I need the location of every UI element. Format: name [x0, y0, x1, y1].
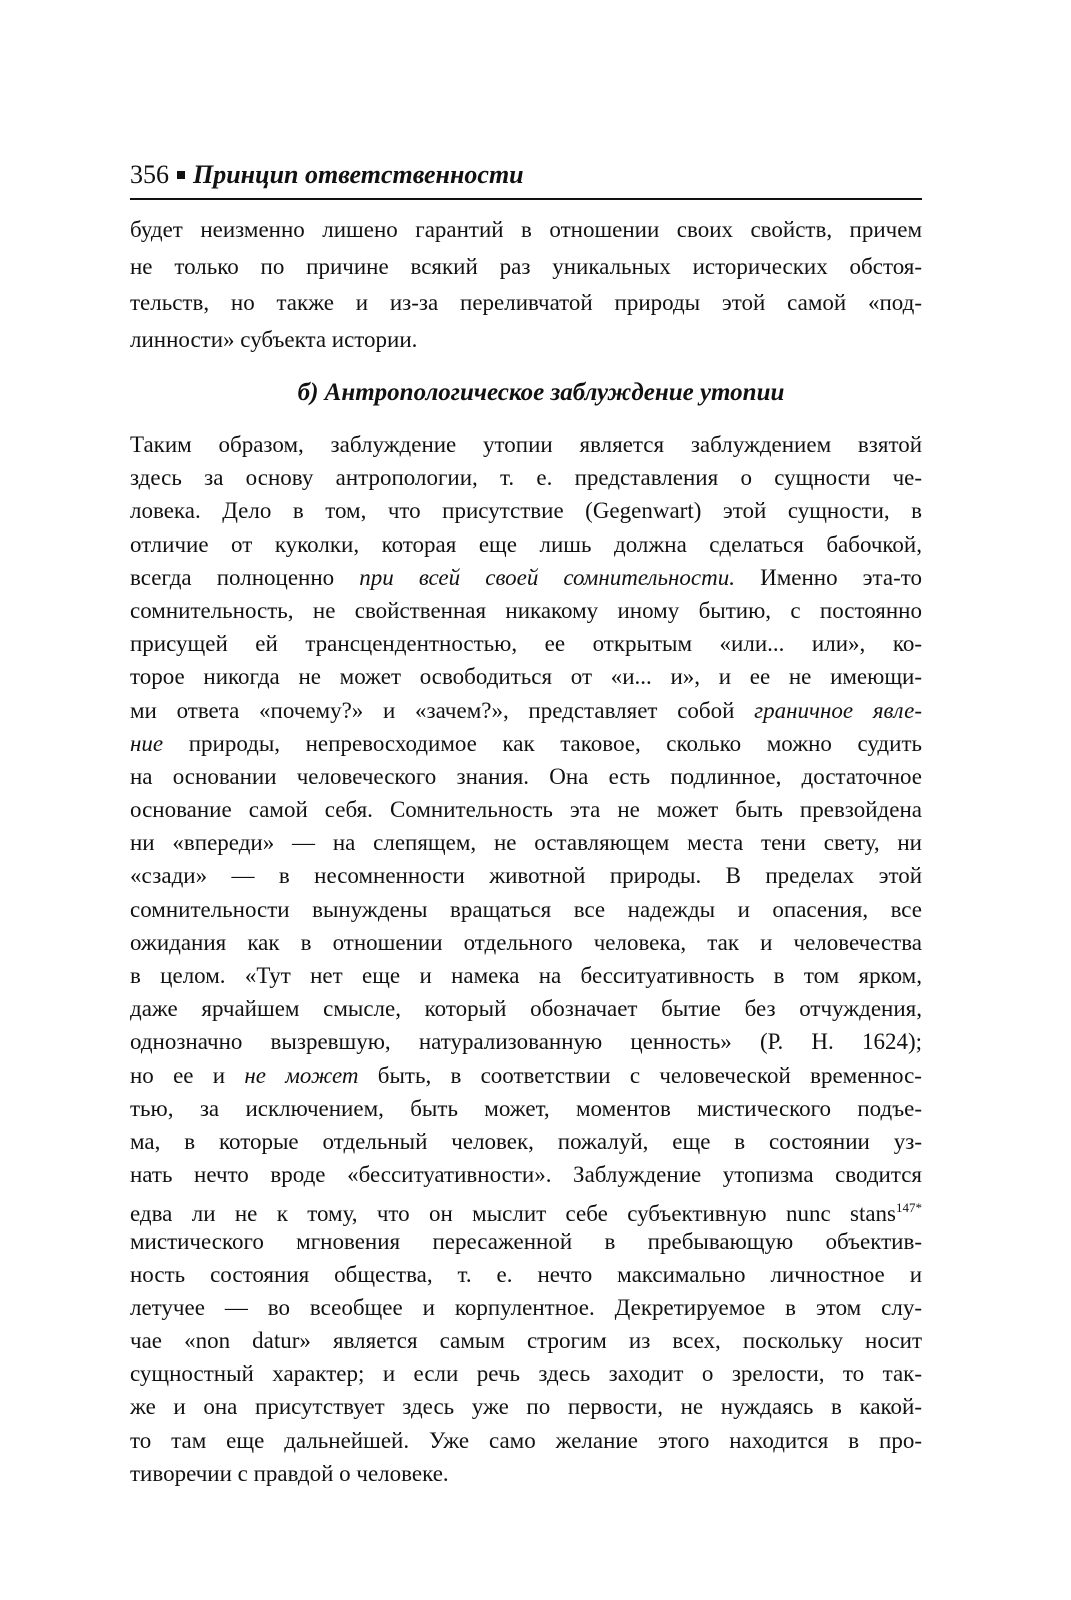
- text-line: торое никогда не может освободиться от «и... и», и ее не имеющи-: [130, 664, 922, 690]
- text-run: едва ли не к тому, что он мыслит себе субъективную nunc stans: [130, 1201, 896, 1227]
- running-title: Принцип ответственности: [193, 160, 524, 189]
- text-line: [130, 1059, 922, 1092]
- text-line: тельств, но также и из-за переливчатой природы этой самой «под-: [130, 290, 922, 315]
- text-run: ми ответа «почему?» и «зачем?», представляет собой: [130, 697, 755, 723]
- page-number: 356: [130, 160, 169, 189]
- text-line: ность состояния общества, т. е. нечто максимально личностное и: [130, 1261, 922, 1287]
- text-line: на основании человеческого знания. Она есть подлинное, достаточное: [130, 763, 922, 789]
- text-line: [130, 1191, 922, 1227]
- text-run: быть, в соответствии с человеческой временнос-: [358, 1062, 922, 1088]
- text-line: присущей ей трансцендентностью, ее открытым «или... или», ко-: [130, 631, 922, 657]
- text-line: [130, 694, 922, 727]
- text-line: тью, за исключением, быть может, моментов мистического подъе-: [130, 1095, 922, 1121]
- italic-run: граничное явле-: [754, 697, 922, 723]
- text-line: основание самой себя. Сомнительность эта не может быть превзойдена: [130, 797, 922, 823]
- text-line: летучее — во всеобщее и корпулентное. Декретируемое в этом слу-: [130, 1294, 922, 1320]
- text-line: [130, 727, 922, 760]
- text-line: линности» субъекта истории.: [130, 326, 418, 352]
- body-text: [130, 212, 922, 1490]
- text-line: сомнительность, не свойственная никакому иному бытию, с постоянно: [130, 597, 922, 623]
- text-line: сущностный характер; и если речь здесь заходит о зрелости, то так-: [130, 1361, 922, 1387]
- italic-run: не может: [244, 1062, 359, 1088]
- text-line: чае «non datur» является самым строгим из всех, поскольку носит: [130, 1328, 922, 1354]
- text-line: даже ярчайшем смысле, который обозначает бытие без отчуждения,: [130, 996, 922, 1022]
- header-rule: [130, 198, 922, 200]
- text-line: однозначно вызревшую, натурализованную ценность» (Р. Н. 1624);: [130, 1029, 922, 1055]
- text-line: же и она присутствует здесь уже по первости, не нуждаясь в какой-: [130, 1394, 922, 1420]
- text-run: природы, непревосходимое как таковое, сколько можно судить: [163, 730, 922, 756]
- text-run: всегда полноценно: [130, 564, 360, 590]
- text-line: в целом. «Тут нет еще и намека на бесситуативность в том ярком,: [130, 963, 922, 988]
- text-line: нать нечто вроде «бесситуативности». Заблуждение утопизма сводится: [130, 1162, 922, 1188]
- text-line: мистического мгновения пересаженной в пребывающую объектив-: [130, 1228, 922, 1254]
- text-line: ожидания как в отношении отдельного человека, так и человечества: [130, 929, 922, 955]
- text-line: отличие от куколки, которая еще лишь должна сделаться бабочкой,: [130, 531, 922, 557]
- text-run: Именно эта-то: [735, 564, 922, 590]
- paragraph: [130, 428, 922, 1490]
- text-line: ловека. Дело в том, что присутствие (Gegenwart) этой сущности, в: [130, 498, 922, 524]
- text-line: сомнительности вынуждены вращаться все надежды и опасения, все: [130, 896, 922, 922]
- text-line: ни «впереди» — на слепящем, не оставляющем места тени свету, ни: [130, 830, 922, 856]
- text-line: то там еще дальнейшей. Уже само желание этого находится в про-: [130, 1427, 922, 1453]
- section-heading: б) Антропологическое заблуждение утопии: [297, 379, 785, 406]
- text-line: тиворечии с правдой о человеке.: [130, 1460, 449, 1486]
- text-line: «сзади» — в несомненности животной природы. В пределах этой: [130, 863, 922, 889]
- italic-run: ние: [130, 730, 164, 756]
- italic-run: при всей своей сомнительности.: [359, 564, 735, 590]
- text-run: но ее и: [130, 1062, 245, 1088]
- text-line: [130, 561, 922, 594]
- text-line: не только по причине всякий раз уникальных исторических обстоя-: [130, 253, 922, 279]
- running-head: [130, 158, 920, 192]
- text-line: здесь за основу антропологии, т. е. представления о сущности че-: [130, 465, 922, 491]
- text-line: Таким образом, заблуждение утопии является заблуждением взятой: [130, 432, 922, 457]
- bullet-icon: [177, 171, 185, 179]
- footnote-marker: 147*: [896, 1200, 922, 1216]
- text-line: будет неизменно лишено гарантий в отношении своих свойств, причем: [130, 217, 922, 242]
- text-line: ма, в которые отдельный человек, пожалуй, еще в состоянии уз-: [130, 1128, 922, 1154]
- paragraph-continued: [130, 212, 922, 358]
